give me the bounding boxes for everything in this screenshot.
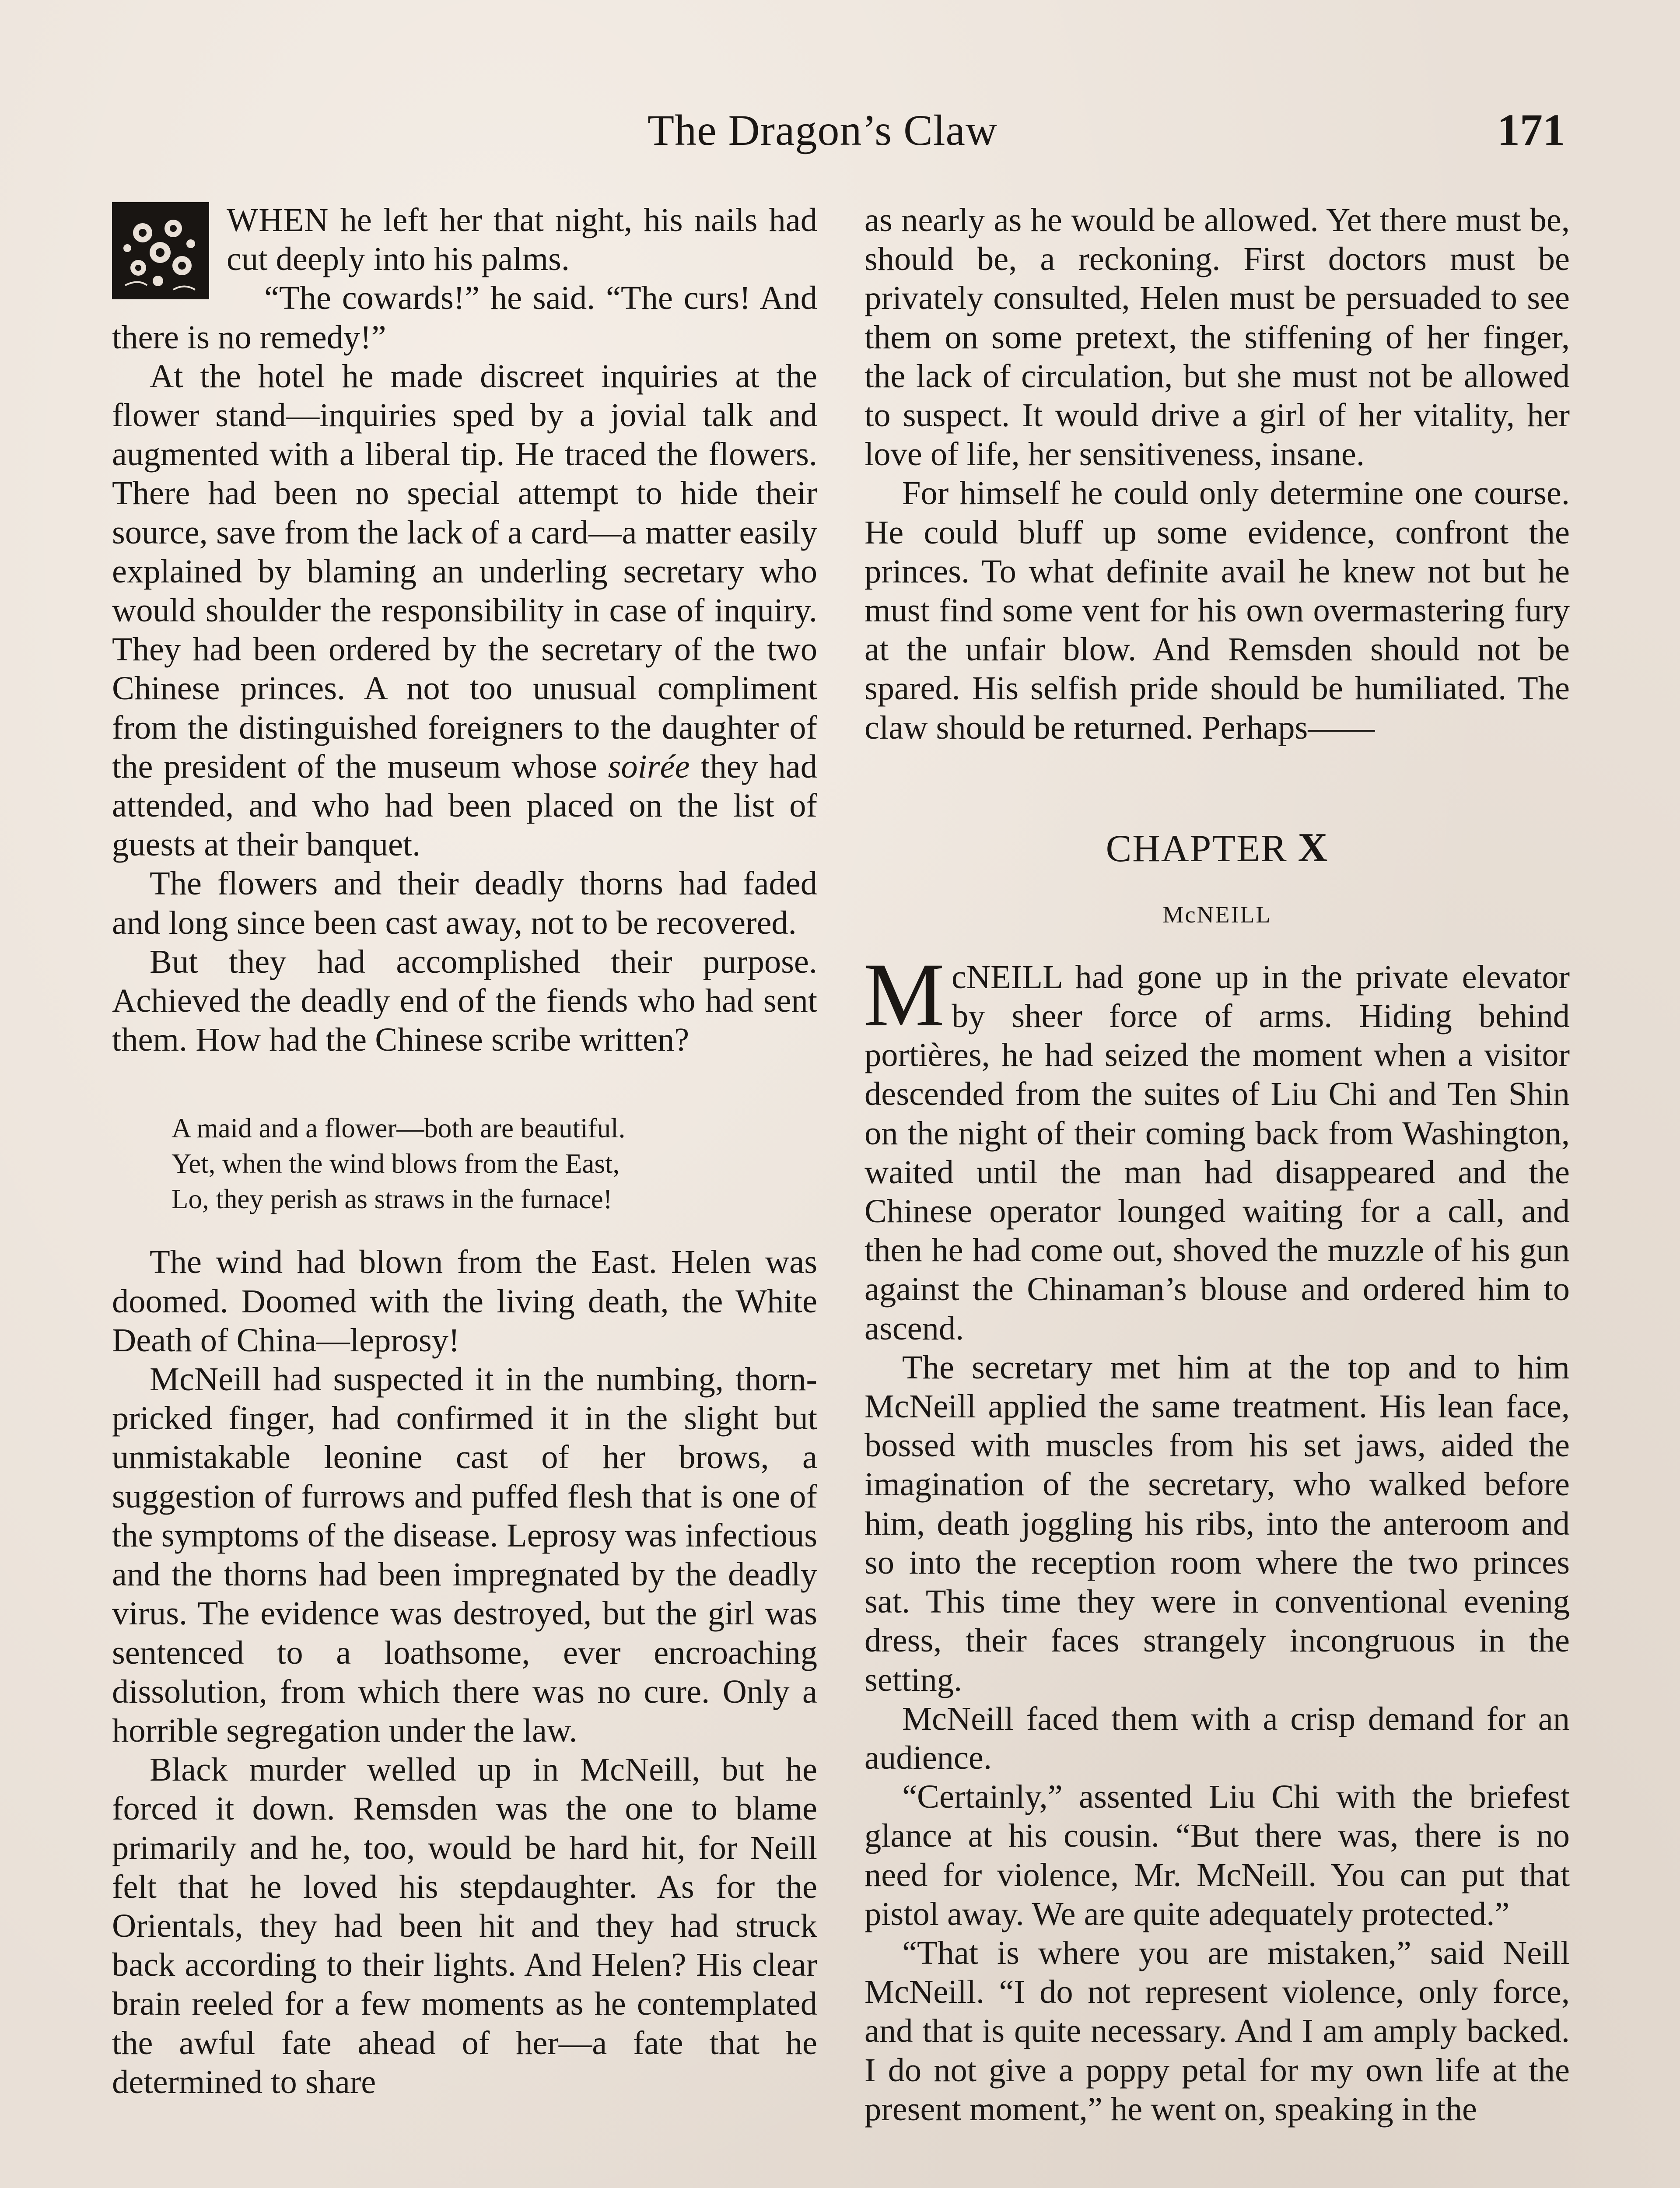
verse-line: A maid and a flower—both are beautiful. — [172, 1113, 626, 1144]
paragraph: But they had accomplished their purpose. Achieved the deadly end of the fiends who had sent them. How had the Chinese scribe written? — [112, 943, 817, 1059]
left-column — [112, 200, 817, 2188]
chapter-opening-paragraph — [864, 944, 1570, 1348]
opening-text: he left her that night, his nails had cut deeply into his palms. — [227, 201, 817, 278]
floral-ornament-icon — [112, 202, 209, 299]
drop-cap: M — [864, 944, 945, 1045]
page-number: 171 — [1497, 105, 1565, 155]
chapter-subtitle: McNEILL — [1162, 901, 1272, 928]
paragraph-text: At the hotel he made discreet inquiries at the flower stand—inquiries sped by a jovial talk and augmented with a liberal tip. He traced the flowers. There had been no special attempt to hide their source, save from the lack of a card—a matter easily explained by blaming an underling secretary who would shoulder the responsibility in case of inquiry. They had been ordered by the secretary of the two Chinese princes. A not too unusual compliment from the distinguished foreigners to the daughter of the president of the museum whose — [112, 357, 817, 785]
paragraph: The wind had blown from the East. Helen was doomed. Doomed with the living death, the White Death of China—leprosy! — [112, 1243, 817, 1359]
paragraph-text: cNEILL had gone up in the private elevator by sheer force of arms. Hiding behind portières, he had seized the moment when a visitor descended from the suites of Liu Chi and Ten Shin on the night of their coming back from Washington, waited until the man had disappeared and the Chinese operator lounged waiting for a call, and then he had come out, shoved the muzzle of his gun against the Chinaman’s blouse and ordered him to ascend. — [864, 958, 1570, 1347]
paragraph: For himself he could only determine one course. He could bluff up some evidence, confront the princes. To what definite avail he knew not but he must find some vent for his own overmastering fury at the unfair blow. And Remsden should not be spared. His selfish pride should be humiliated. The claw should be returned. Perhaps—— — [864, 474, 1570, 746]
paragraph: “The cowards!” he said. “The curs! And there is no remedy!” — [112, 279, 817, 356]
running-title: The Dragon’s Claw — [648, 106, 998, 154]
paragraph: “Certainly,” assented Liu Chi with the briefest glance at his cousin. “But there was, there is no need for violence, Mr. McNeill. You can put that pistol away. We are quite adequately protected.” — [864, 1778, 1570, 1932]
paragraph-text: they had attended, and who had been placed on the list of guests at their banquet. — [112, 747, 817, 863]
verse-quote — [172, 1111, 817, 1217]
opening-lead-word: WHEN — [227, 201, 329, 238]
paragraph: Black murder welled up in McNeill, but he forced it down. Remsden was the one to blame primarily and he, too, would be hard hit, for Neill felt that he loved his stepdaughter. As for the Orientals, they had been hit and they had struck back according to their lights. And Helen? His clear brain reeled for a few moments as he contemplated the awful fate ahead of her—a fate that he determined to share — [112, 1751, 817, 2100]
paragraph — [112, 357, 817, 864]
paragraph: “That is where you are mistaken,” said Neill McNeill. “I do not represent violence, only force, and that is quite necessary. And I am amply backed. I do not give a poppy petal for my own life at the present moment,” he went on, speaking in the — [864, 1934, 1570, 2128]
italic-word: soirée — [608, 747, 690, 785]
verse-line: Lo, they perish as straws in the furnace! — [172, 1184, 612, 1215]
chapter-heading — [864, 826, 1570, 871]
paragraph: The secretary met him at the top and to him McNeill applied the same treatment. His lean face, bossed with muscles from his set jaws, aided the imagination of the secretary, who walked before him, death joggling his ribs, into the anteroom and so into the reception room where the two princes sat. This time they were in conventional evening dress, their faces strangely incongruous in the setting. — [864, 1348, 1570, 1698]
paragraph: The flowers and their deadly thorns had faded and long since been cast away, not to be recovered. — [112, 865, 817, 941]
opening-paragraph — [112, 200, 817, 278]
paragraph: as nearly as he would be allowed. Yet there must be, should be, a reckoning. First doctors must be privately consulted, Helen must be persuaded to see them on some pretext, the stiffening of her finger, the lack of circulation, but she must not be allowed to suspect. It would drive a girl of her vitality, her love of life, her sensitiveness, insane. — [864, 201, 1570, 473]
right-column — [864, 200, 1570, 2188]
chapter-word: CHAPTER — [1106, 827, 1288, 870]
paragraph: McNeill had suspected it in the numbing, thorn-pricked finger, had confirmed it in the slight but unmistakable leonine cast of her brows, a suggestion of furrows and puffed flesh that is one of the symptoms of the disease. Leprosy was infectious and the thorns had been impregnated by the deadly virus. The evidence was destroyed, but the girl was sentenced to a loathsome, ever encroaching dissolution, from which there was no cure. Only a horrible segregation under the law. — [112, 1360, 817, 1749]
chapter-number: X — [1298, 824, 1329, 870]
paragraph: McNeill faced them with a crisp demand for an audience. — [864, 1700, 1570, 1776]
verse-line: Yet, when the wind blows from the East, — [172, 1148, 620, 1179]
page-header — [0, 100, 1680, 161]
